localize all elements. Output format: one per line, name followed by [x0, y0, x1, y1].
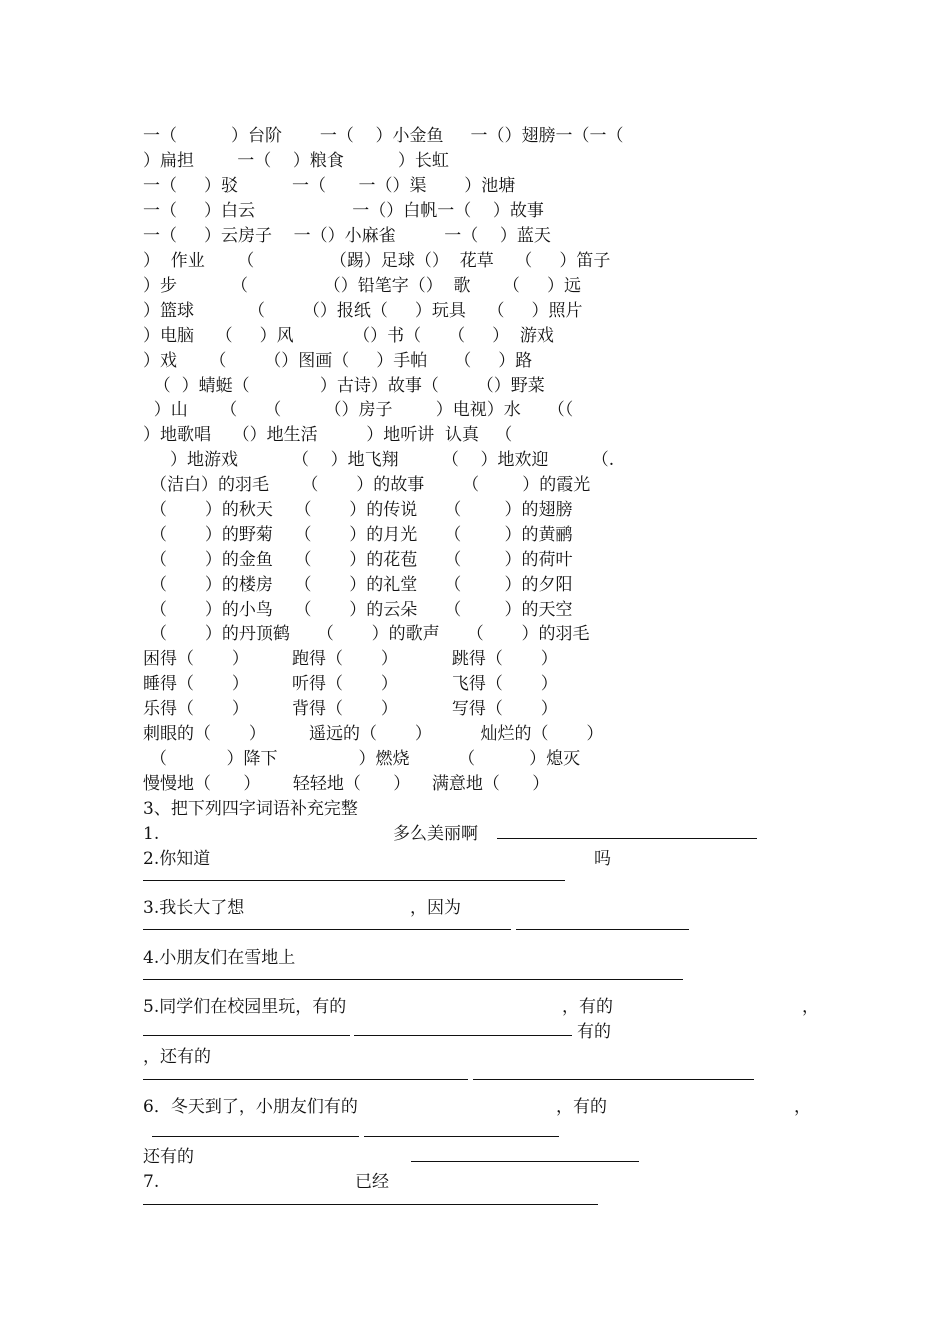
exercise-row: （ ）降下 ）燃烧 （ ）熄灭 [150, 749, 581, 769]
question-text: 有的 [577, 1022, 611, 1042]
exercise-row: ）地游戏 （ ）地飞翔 （ ）地欢迎 （. [143, 450, 615, 470]
answer-line[interactable] [152, 1136, 359, 1137]
exercise-row: ）电脑 （ ）风 （）书（ （ ） 游戏 [143, 326, 554, 346]
answer-line[interactable] [364, 1136, 559, 1137]
question-text: 多么美丽啊 [393, 824, 478, 844]
question-text: ，因为 [410, 898, 461, 918]
exercise-row: 困得（ ） 跑得（ ） 跳得（ ） [143, 649, 558, 669]
exercise-row: ）山 （ （ （）房子 ）电视）水 （（ [143, 400, 574, 420]
answer-line[interactable] [354, 1035, 572, 1036]
answer-line[interactable] [143, 1079, 468, 1080]
question-text: 4.小朋友们在雪地上 [143, 948, 296, 968]
question-number: 1. [143, 824, 160, 844]
exercise-row: ） 作业 （ （踢）足球（） 花草 （ ）笛子 [143, 251, 611, 271]
exercise-row: ）地歌唱 （）地生活 ）地听讲 认真 （ [143, 425, 513, 445]
question-text: 5.同学们在校园里玩，有的 [143, 997, 347, 1017]
exercise-row: （ ）的楼房 （ ）的礼堂 （ ）的夕阳 [150, 575, 573, 595]
answer-line[interactable] [143, 880, 565, 881]
exercise-row: （ ）蜻蜓（ ）古诗）故事（ （）野菜 [143, 376, 545, 396]
exercise-row: ）篮球 （ （）报纸（ ）玩具 （ ）照片 [143, 301, 583, 321]
answer-line[interactable] [411, 1161, 639, 1162]
question-text: ，还有的 [143, 1047, 211, 1067]
exercise-row: 睡得（ ） 听得（ ） 飞得（ ） [143, 674, 558, 694]
exercise-row: 一（ ）白云 一（）白帆一（ ）故事 [143, 201, 544, 221]
exercise-row: （ ）的秋天 （ ）的传说 （ ）的翅膀 [150, 500, 573, 520]
exercise-row: （ ）的金鱼 （ ）的花苞 （ ）的荷叶 [150, 550, 573, 570]
exercise-row: （ ）的野菊 （ ）的月光 （ ）的黄鹂 [150, 525, 573, 545]
exercise-row: （洁白）的羽毛 （ ）的故事 （ ）的霞光 [150, 475, 591, 495]
exercise-row: 一（ ）云房子 一（）小麻雀 一（ ）蓝天 [143, 226, 551, 246]
exercise-row: 一（ ）台阶 一（ ）小金鱼 一（）翅膀一（一（ [143, 126, 624, 146]
question-text: ， [802, 997, 819, 1017]
exercise-row: ）戏 （ （）图画（ ）手帕 （ ）路 [143, 351, 533, 371]
question-text: 2.你知道 [143, 849, 211, 869]
exercise-row: 刺眼的（ ） 遥远的（ ） 灿烂的（ ） [143, 724, 604, 744]
answer-line[interactable] [143, 1035, 350, 1036]
question-text: ，有的 [562, 997, 613, 1017]
answer-line[interactable] [143, 1204, 598, 1205]
answer-line[interactable] [473, 1079, 754, 1080]
exercise-row: 一（ ）驳 一（ 一（）渠 ）池塘 [143, 176, 516, 196]
exercise-row: 乐得（ ） 背得（ ） 写得（ ） [143, 699, 558, 719]
exercise-row: （ ）的小鸟 （ ）的云朵 （ ）的天空 [150, 600, 573, 620]
section-heading: 3、把下列四字词语补充完整 [143, 799, 358, 819]
question-text: ，有的 [556, 1097, 607, 1117]
answer-line[interactable] [143, 929, 511, 930]
question-text: 6．冬天到了，小朋友们有的 [143, 1097, 358, 1117]
question-text: 3.我长大了想 [143, 898, 245, 918]
question-text: ， [794, 1097, 811, 1117]
question-text: 还有的 [143, 1147, 194, 1167]
exercise-row: （ ）的丹顶鹤 （ ）的歌声 （ ）的羽毛 [150, 624, 590, 644]
answer-line[interactable] [143, 979, 683, 980]
question-text: 吗 [594, 849, 611, 869]
answer-line[interactable] [516, 929, 689, 930]
exercise-row: ）步 （ （）铅笔字（） 歌 （ ）远 [143, 276, 581, 296]
exercise-row: ）扁担 一（ ）粮食 ）长虹 [143, 151, 449, 171]
exercise-row: 慢慢地（ ） 轻轻地（ ） 满意地（ ） [143, 774, 550, 794]
answer-line[interactable] [497, 838, 757, 839]
question-text: 已经 [355, 1172, 389, 1192]
question-number: 7. [143, 1172, 160, 1192]
